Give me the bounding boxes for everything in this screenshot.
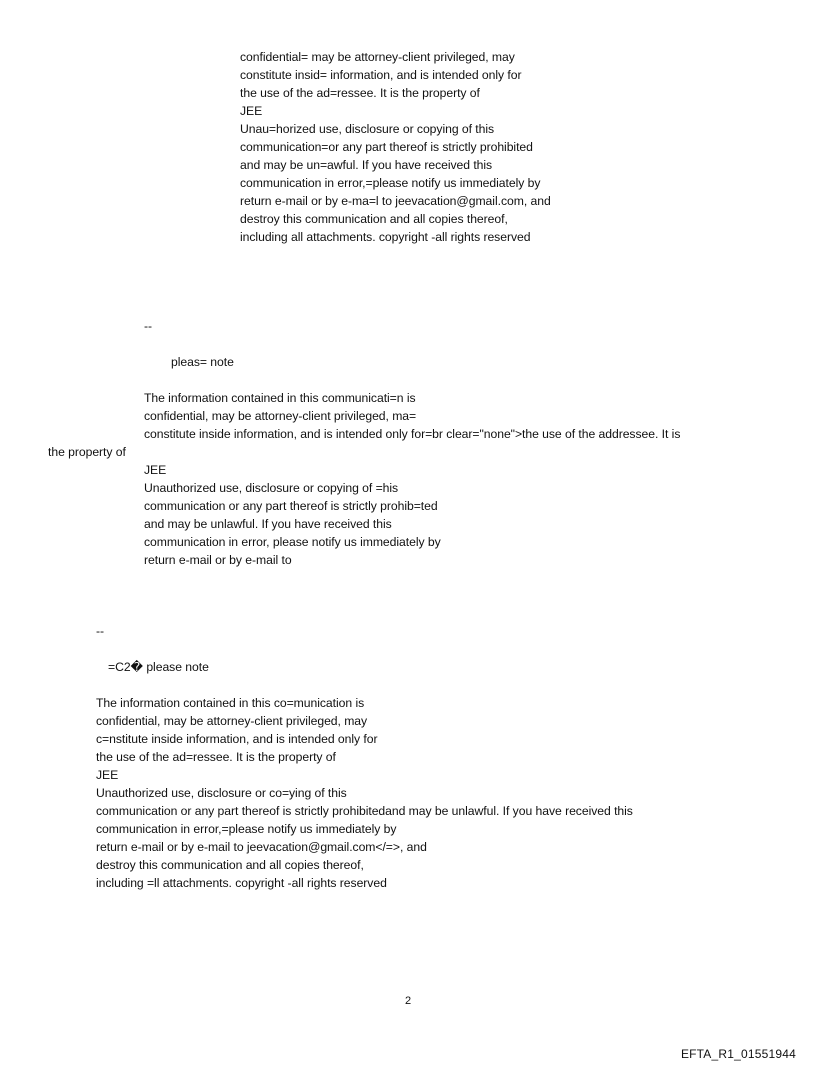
text-line: c=nstitute inside information, and is intended only for	[96, 732, 378, 746]
text-line: the use of the ad=ressee. It is the property of	[240, 86, 480, 100]
text-line: communication in error,=please notify us immediately by	[240, 176, 541, 190]
text-line: constitute insid= information, and is intended only for	[240, 68, 522, 82]
text-line: constitute inside information, and is intended only for=br clear="none">the use of the addressee. It is	[144, 427, 681, 441]
text-line: including =ll attachments. copyright -all rights reserved	[96, 876, 387, 890]
text-line: The information contained in this communicati=n is	[144, 391, 416, 405]
document-id: EFTA_R1_01551944	[680, 1047, 796, 1061]
separator: --	[144, 319, 153, 333]
text-line: communication or any part thereof is strictly prohibitedand may be unlawful. If you have received this	[96, 804, 633, 818]
text-line: communication in error, please notify us immediately by	[144, 535, 441, 549]
note-heading: =C2� please note	[108, 660, 209, 674]
text-line: and may be un=awful. If you have received this	[240, 158, 493, 172]
text-line: communication or any part thereof is strictly prohib=ted	[144, 499, 438, 513]
text-line: destroy this communication and all copies thereof,	[96, 858, 364, 872]
note-heading: pleas= note	[171, 355, 234, 369]
text-line: return e-mail or by e-mail to jeevacation@gmail.com</=>, and	[96, 840, 427, 854]
text-line: confidential, may be attorney-client privileged, may	[96, 714, 368, 728]
text-line: confidential, may be attorney-client privileged, ma=	[144, 409, 417, 423]
page-number: 2	[404, 995, 412, 1007]
text-line: Unauthorized use, disclosure or copying of =his	[144, 481, 399, 495]
text-line: Unauthorized use, disclosure or co=ying of this	[96, 786, 347, 800]
text-line: communication in error,=please notify us immediately by	[96, 822, 397, 836]
text-line: and may be unlawful. If you have received this	[144, 517, 392, 531]
text-line: including all attachments. copyright -all rights reserved	[240, 230, 531, 244]
text-line: the use of the ad=ressee. It is the property of	[96, 750, 336, 764]
text-line: return e-mail or by e-mail to	[144, 553, 292, 567]
text-line: JEE	[96, 768, 119, 782]
separator: --	[96, 624, 105, 638]
text-line: return e-mail or by e-ma=l to jeevacation@gmail.com, and	[240, 194, 551, 208]
text-line: destroy this communication and all copies thereof,	[240, 212, 508, 226]
text-line: communication=or any part thereof is strictly prohibited	[240, 140, 533, 154]
text-line: JEE	[240, 104, 263, 118]
text-line: confidential= may be attorney-client privileged, may	[240, 50, 515, 64]
text-line: JEE	[144, 463, 167, 477]
text-line: Unau=horized use, disclosure or copying of this	[240, 122, 495, 136]
text-line: The information contained in this co=munication is	[96, 696, 365, 710]
text-line: the property of	[48, 445, 126, 459]
